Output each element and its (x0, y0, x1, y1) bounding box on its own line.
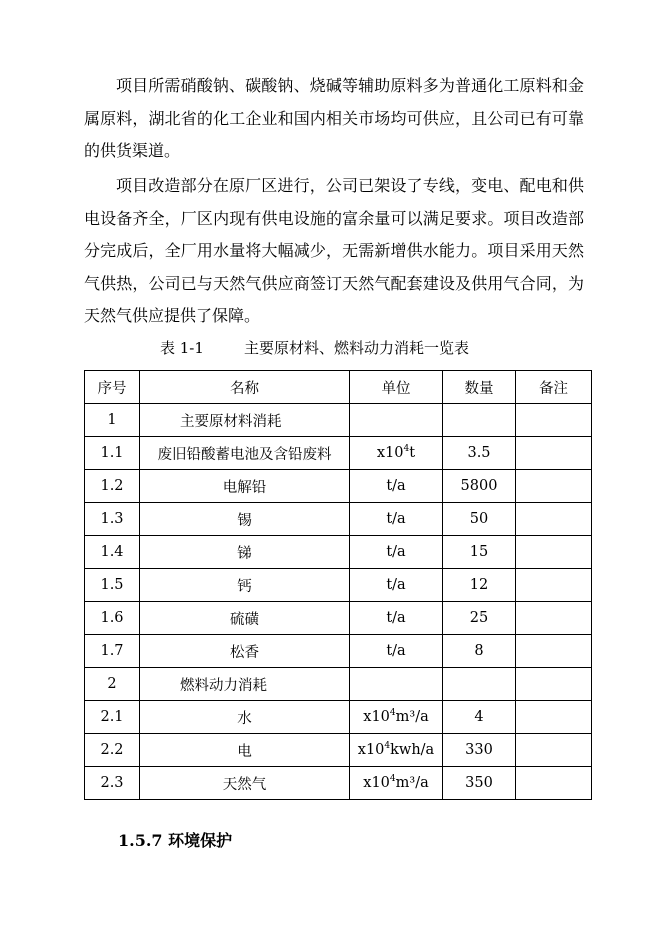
unit-base: t/a (386, 478, 406, 494)
cell-name: 电 (140, 734, 350, 767)
table-row (85, 470, 592, 503)
unit-base: t/a (386, 643, 406, 659)
cell-no: 1 (85, 404, 140, 437)
cell-quantity: 350 (443, 767, 516, 800)
cell-unit (350, 536, 443, 569)
cell-name: 天然气 (140, 767, 350, 800)
unit-exponent: 4 (403, 444, 410, 455)
cell-unit (350, 503, 443, 536)
cell-no: 2.2 (85, 734, 140, 767)
cell-note (516, 503, 592, 536)
unit-suffix: t (409, 445, 416, 461)
cell-no: 1.1 (85, 437, 140, 470)
cell-no: 2 (85, 668, 140, 701)
cell-note (516, 734, 592, 767)
table-row (85, 569, 592, 602)
cell-note (516, 767, 592, 800)
unit-suffix: kwh/a (390, 742, 435, 758)
cell-no: 1.6 (85, 602, 140, 635)
unit-base: x10 (357, 742, 385, 758)
unit-exponent: 4 (389, 708, 396, 719)
table-row (85, 734, 592, 767)
cell-unit (350, 701, 443, 734)
cell-unit (350, 569, 443, 602)
cell-quantity: 4 (443, 701, 516, 734)
cell-name: 废旧铅酸蓄电池及含铅废料 (140, 437, 350, 470)
unit-base: t/a (386, 511, 406, 527)
table-row (85, 503, 592, 536)
header-unit: 单位 (350, 371, 443, 404)
cell-note (516, 470, 592, 503)
unit-exponent: 4 (389, 774, 396, 785)
cell-unit (350, 437, 443, 470)
cell-no: 1.5 (85, 569, 140, 602)
cell-quantity: 50 (443, 503, 516, 536)
cell-no: 2.1 (85, 701, 140, 734)
cell-note (516, 701, 592, 734)
paragraph-utilities: 项目改造部分在原厂区进行，公司已架设了专线，变电、配电和供电设备齐全，厂区内现有供电设施的富余量可以满足要求。项目改造部分完成后，全厂用水量将大幅减少，无需新增供水能力。项目采用天然气供热，公司已与天然气供应商签订天然气配套建设及供用气合同，为天然气供应提供了保障。 (84, 176, 584, 325)
unit-suffix: m³/a (395, 709, 429, 725)
cell-note (516, 404, 592, 437)
consumption-table (84, 370, 592, 800)
cell-quantity: 15 (443, 536, 516, 569)
unit-base: t/a (386, 577, 406, 593)
cell-name: 松香 (140, 635, 350, 668)
cell-unit (350, 470, 443, 503)
table-caption-number: 表 1-1 (160, 339, 204, 357)
cell-quantity: 3.5 (443, 437, 516, 470)
cell-name: 锡 (140, 503, 350, 536)
table-caption (160, 337, 509, 358)
unit-base: t/a (386, 544, 406, 560)
cell-name: 电解铅 (140, 470, 350, 503)
cell-quantity: 25 (443, 602, 516, 635)
cell-no: 1.4 (85, 536, 140, 569)
table-caption-title: 主要原材料、燃料动力消耗一览表 (243, 339, 469, 357)
table-row (85, 767, 592, 800)
cell-no: 2.3 (85, 767, 140, 800)
unit-base: t/a (386, 610, 406, 626)
cell-note (516, 437, 592, 470)
header-no: 序号 (85, 371, 140, 404)
cell-quantity: 8 (443, 635, 516, 668)
cell-note (516, 635, 592, 668)
table-row (85, 602, 592, 635)
cell-unit (350, 668, 443, 701)
cell-quantity (443, 668, 516, 701)
cell-name: 钙 (140, 569, 350, 602)
cell-unit (350, 602, 443, 635)
table-row (85, 404, 592, 437)
table-row (85, 437, 592, 470)
unit-base: x10 (363, 709, 390, 725)
table-row (85, 701, 592, 734)
cell-unit (350, 635, 443, 668)
cell-note (516, 536, 592, 569)
unit-exponent: 4 (384, 741, 391, 752)
header-note: 备注 (516, 371, 592, 404)
cell-note (516, 668, 592, 701)
cell-unit (350, 404, 443, 437)
unit-base: x10 (363, 775, 390, 791)
table-header-row (85, 371, 592, 404)
cell-name: 水 (140, 701, 350, 734)
cell-note (516, 602, 592, 635)
unit-base: x10 (376, 445, 404, 461)
cell-name: 锑 (140, 536, 350, 569)
unit-suffix: m³/a (395, 775, 429, 791)
table-row (85, 635, 592, 668)
paragraph-raw-materials: 项目所需硝酸钠、碳酸钠、烧碱等辅助原料多为普通化工原料和金属原料，湖北省的化工企业和国内相关市场均可供应，且公司已有可靠的供货渠道。 (84, 76, 584, 160)
table-row (85, 536, 592, 569)
cell-unit (350, 767, 443, 800)
cell-no: 1.2 (85, 470, 140, 503)
header-name: 名称 (140, 371, 350, 404)
cell-name: 主要原材料消耗 (140, 404, 350, 437)
cell-name: 燃料动力消耗 (140, 668, 350, 701)
cell-note (516, 569, 592, 602)
cell-unit (350, 734, 443, 767)
header-quantity: 数量 (443, 371, 516, 404)
section-heading: 1.5.7 环境保护 (118, 831, 233, 850)
cell-quantity: 330 (443, 734, 516, 767)
cell-quantity: 5800 (443, 470, 516, 503)
cell-no: 1.7 (85, 635, 140, 668)
cell-name: 硫磺 (140, 602, 350, 635)
cell-quantity (443, 404, 516, 437)
cell-quantity: 12 (443, 569, 516, 602)
cell-no: 1.3 (85, 503, 140, 536)
table-row (85, 668, 592, 701)
